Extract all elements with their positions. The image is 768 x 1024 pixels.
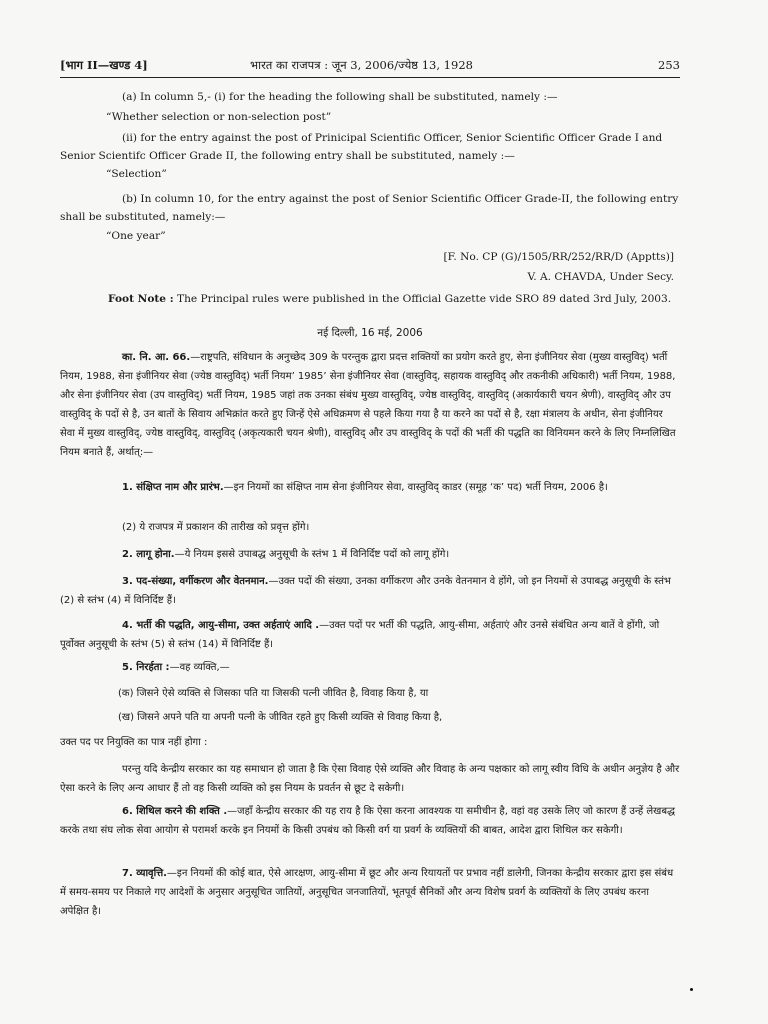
rule-2-text: —ये नियम इससे उपाबद्ध अनुसूची के स्तंभ 1 में विनिर्दिष्ट पदों को लागू होंगे। xyxy=(174,549,450,560)
footnote xyxy=(108,290,688,308)
rule-6-text: —जहाँ केन्द्रीय सरकार की यह राय है कि ऐसा करना आवश्यक या समीचीन है, वहां वह उसके लिए जो कारण हैं उन्हें लेखबद्ध करके तथा संघ लोक सेवा आयोग से परामर्श करके इन नियमों के किसी उपबंध को किसी वर्ग या प्रवर्ग के व्यक्तियों की बाबत, आदेश द्वारा शिथिल कर सकेगी। xyxy=(60,806,676,836)
footnote-text: The Principal rules were published in the Official Gazette vide SRO 89 dated 3rd July, 2003. xyxy=(173,293,672,305)
rule-1 xyxy=(60,478,680,497)
rule-1-sub: (2) ये राजपत्र में प्रकाशन की तारीख को प्रवृत्त होंगे। xyxy=(122,522,310,533)
rule-3-text: —उक्त पदों की संख्या, उनका वर्गीकरण और उनके वेतनमान वे होंगे, जो इन नियमों से उपाबद्ध अनुसूची के स्तंभ (2) से स्तंभ (4) में विनिर्दिष्ट हैं। xyxy=(60,576,671,606)
rule-4-text: —उक्त पदों पर भर्ती की पद्धति, आयु-सीमा, अर्हताएं और उनसे संबंधित अन्य बातें वे होंगी, जो पूर्वोक्त अनुसूची के स्तंभ (5) से स्तंभ (14) में विनिर्दिष्ट हैं। xyxy=(60,620,660,650)
rule-5-text: —वह व्यक्ति,— xyxy=(169,662,230,673)
clause-a: (a) In column 5,- (i) for the heading the following shall be substituted, namely :— xyxy=(122,91,558,103)
rule-3-label: 3. पद-संख्या, वर्गीकरण और वेतनमान. xyxy=(122,576,269,587)
rule-3 xyxy=(60,572,680,610)
rule-7 xyxy=(60,864,680,921)
rule-5-ka: (क) जिसने ऐसे व्यक्ति से जिसका पति या जिसकी पत्नी जीवित है, विवाह किया है, या xyxy=(118,688,429,699)
part-label: [भाग II—खण्ड 4] xyxy=(60,58,148,72)
order-text: —राष्ट्रपति, संविधान के अनुच्छेद 309 के परन्तुक द्वारा प्रदत्त शक्तियों का प्रयोग करते हुए, सेना इंजीनियर सेवा (मुख्य वास्तुविद्) भर्ती नियम, 1988, सेना इंजीनियर सेवा (ज्येष्ठ वास्तुविद्) भर्ती नियम’ 1985’ सेना इंजीनियर सेवा (वास्तुविद्, सहायक वास्तुविद् और तकनीकी अधिकारी) भर्ती नियम, 1988, और सेना इंजीनियर सेवा (उप वास्तुविद्) भर्ती नियम, 1985 जहां तक उनका संबंध मुख्य वास्तुविद्, ज्येष्ठ वास्तुविद्, वास्तुविद् (अकार्यकारी चयन श्रेणी), वास्तुविद् और उप वास्तुविद् के पदों से है, उन बातों के सिवाय अभिक्रांत करते हुए जिन्हें ऐसे अधिक्रमण से पहले किया गया है या करने का पदों से है, रक्षा मंत्रालय के अधीन, सेना इंजीनियर सेवा में मुख्य वास्तुविद्, ज्येष्ठ वास्तुविद्, वास्तुविद् (अकृत्यकारी चयन श्रेणी), वास्तुविद् और उप वास्तुविद् के पदों की भर्ती की पद्धति का विनियमन करने के लिए निम्नलिखित नियम बनाते हैं, अर्थात्:— xyxy=(60,352,676,458)
page-header xyxy=(60,58,680,78)
page-number: 253 xyxy=(658,58,680,72)
rule-5-label: 5. निरर्हता : xyxy=(122,662,170,673)
gazette-title: भारत का राजपत्र : जून 3, 2006/ज्येष्ठ 13, 1928 xyxy=(250,58,473,72)
clause-ii: (ii) for the entry against the post of Prinicipal Scientific Officer, Senior Scientific Officer Grade I and Senior Scientifc Officer Grade II, the following entry shall be substituted, namely :— xyxy=(60,132,663,162)
rule-2-label: 2. लागू होना. xyxy=(122,549,175,560)
order-label: का. नि. आ. 66. xyxy=(122,352,191,363)
footnote-label: Foot Note : xyxy=(108,293,174,305)
scan-speck xyxy=(690,988,693,991)
rule-6-label: 6. शिथिल करने की शक्ति . xyxy=(122,806,228,817)
rule-4 xyxy=(60,616,680,654)
clause-ii-quote: “Selection” xyxy=(106,168,167,180)
clause-b: (b) In column 10, for the entry against the post of Senior Scientific Officer Grade-II, the following entry shall be substituted, namely:— xyxy=(60,193,679,223)
clause-b-quote: “One year” xyxy=(106,230,166,242)
rule-5 xyxy=(60,658,680,677)
rule-5-proviso: परन्तु यदि केन्द्रीय सरकार का यह समाधान हो जाता है कि ऐसा विवाह ऐसे व्यक्ति और विवाह के अन्य पक्षकार को लागू स्वीय विधि के अधीन अनुज्ञेय है और ऐसा करने के लिए अन्य आधार हैं तो वह किसी व्यक्ति को इस नियम के प्रवर्तन से छूट दे सकेगी। xyxy=(60,764,680,794)
clause-a-quote: “Whether selection or non-selection post” xyxy=(106,111,332,123)
rule-5-end: उक्त पद पर नियुक्ति का पात्र नहीं होगा : xyxy=(60,737,208,748)
signatory: V. A. CHAVDA, Under Secy. xyxy=(527,271,674,283)
rule-4-label: 4. भर्ती की पद्धति, आयु-सीमा, उक्त अर्हताएं आदि . xyxy=(122,620,320,631)
header-rule xyxy=(60,77,680,78)
rule-5-kha: (ख) जिसने अपने पति या अपनी पत्नी के जीवित रहते हुए किसी व्यक्ति से विवाह किया है, xyxy=(118,712,443,723)
dateline: नई दिल्ली, 16 मई, 2006 xyxy=(317,327,423,339)
rule-6 xyxy=(60,802,680,840)
file-number: [F. No. CP (G)/1505/RR/252/RR/D (Apptts)] xyxy=(443,251,674,263)
rule-7-text: —इन नियमों की कोई बात, ऐसे आरक्षण, आयु-सीमा में छूट और अन्य रियायतों पर प्रभाव नहीं डालेगी, जिनका केन्द्रीय सरकार द्वारा इस संबंध में समय-समय पर निकाले गए आदेशों के अनुसार अनुसूचित जातियों, अनुसूचित जनजातियों, भूतपूर्व सैनिकों और अन्य विशेष प्रवर्ग के व्यक्तियों के लिए उपबंध करना अपेक्षित है। xyxy=(60,868,674,917)
rule-7-label: 7. व्यावृत्ति. xyxy=(122,868,167,879)
rule-1-label: 1. संक्षिप्त नाम और प्रारंभ. xyxy=(122,482,224,493)
rule-2 xyxy=(60,545,680,564)
order-paragraph xyxy=(60,348,680,462)
rule-1-text: —इन नियमों का संक्षिप्त नाम सेना इंजीनियर सेवा, वास्तुविद् काडर (समूह ‘क’ पद) भर्ती नियम, 2006 है। xyxy=(223,482,608,493)
